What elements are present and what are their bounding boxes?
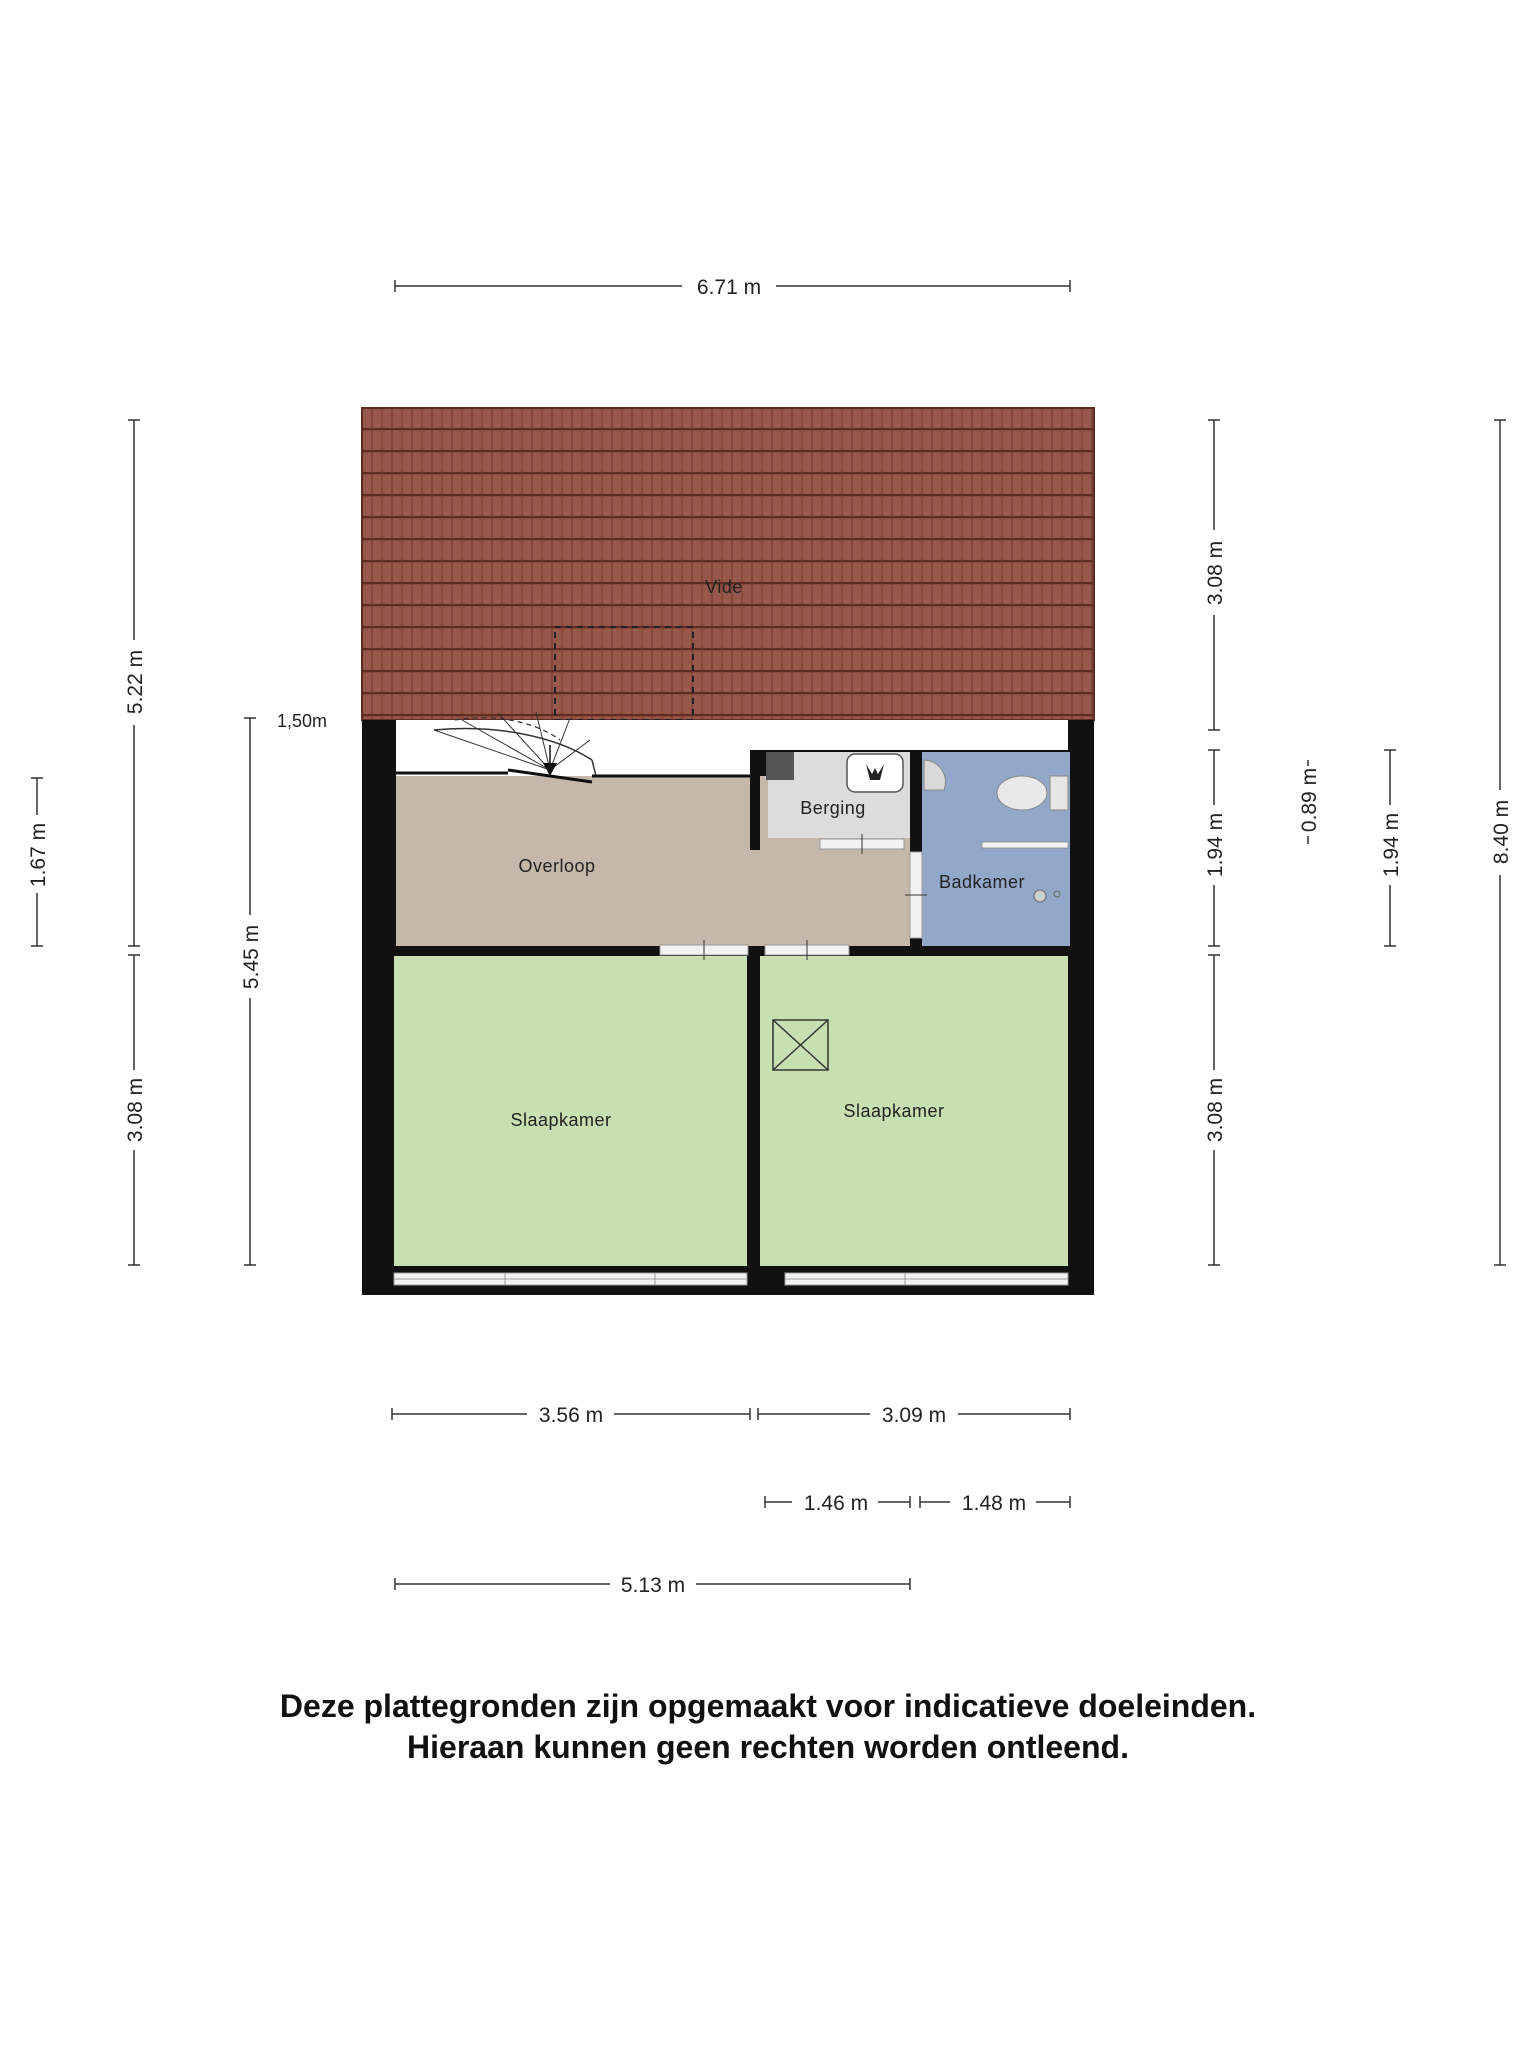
toilet-icon (997, 776, 1068, 810)
dim-bottom-1-48: 1.48 m (961, 1492, 1027, 1515)
label-overloop: Overloop (518, 856, 596, 876)
vide-roof (362, 408, 1094, 720)
dim-top-width: 6.71 m (696, 276, 762, 299)
boiler-icon (847, 754, 903, 792)
dim-bottom-3-09: 3.09 m (881, 1404, 947, 1427)
bathroom-rail (982, 842, 1068, 848)
windows-bottom (394, 1273, 1068, 1285)
dim-bottom-1-46: 1.46 m (803, 1492, 869, 1515)
label-vide: Vide (705, 577, 743, 597)
dim-right-8-40: 8.40 m (1490, 799, 1513, 865)
label-slaapkamer-right: Slaapkamer (843, 1101, 945, 1121)
label-badkamer: Badkamer (938, 872, 1026, 892)
disclaimer (0, 1686, 1536, 1768)
dim-height-1-50: 1,50m (276, 711, 328, 731)
dim-bottom-5-13: 5.13 m (620, 1574, 686, 1597)
dim-left-1-67: 1.67 m (27, 822, 50, 888)
dim-left-5-22: 5.22 m (124, 649, 147, 715)
disclaimer-line-1: Deze plattegronden zijn opgemaakt voor indicatieve doeleinden. (279, 1688, 1257, 1724)
disclaimer-line-2: Hieraan kunnen geen rechten worden ontleend. (407, 1729, 1129, 1765)
dim-right-1-94-b: 1.94 m (1380, 812, 1403, 878)
label-slaapkamer-left: Slaapkamer (510, 1110, 612, 1130)
dim-right-0-89: 0.89 m (1298, 767, 1321, 833)
stair-area-right (750, 720, 1068, 750)
dim-right-3-08-top: 3.08 m (1204, 540, 1227, 606)
dim-right-1-94-a: 1.94 m (1204, 812, 1227, 878)
dim-left-3-08: 3.08 m (124, 1077, 147, 1143)
dim-right-3-08-bottom: 3.08 m (1204, 1077, 1227, 1143)
dim-left-5-45: 5.45 m (240, 924, 263, 990)
dim-bottom-3-56: 3.56 m (538, 1404, 604, 1427)
label-berging: Berging (800, 798, 866, 818)
berging-shaft (766, 752, 794, 780)
